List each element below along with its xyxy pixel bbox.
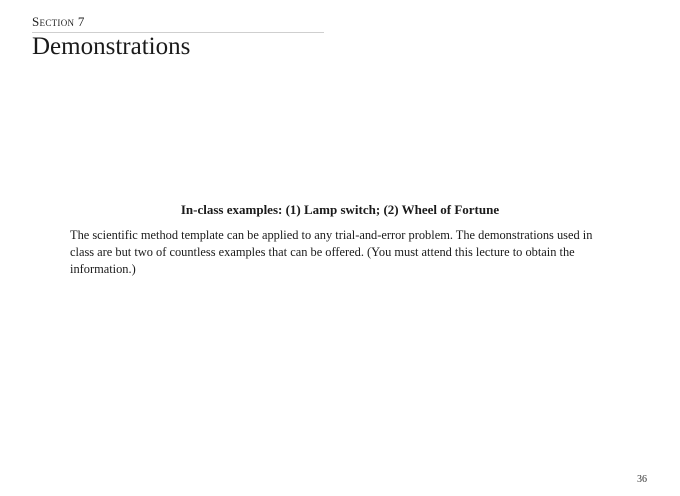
section-label: Section 7 xyxy=(32,14,85,29)
page-number: 36 xyxy=(637,474,647,485)
page-title: Demonstrations xyxy=(32,33,191,60)
examples-subheading: In-class examples: (1) Lamp switch; (2) Wheel of Fortune xyxy=(180,202,500,217)
body-paragraph: The scientific method template can be applied to any trial-and-error problem. The demonstrations used in class are but two of countless examples that can be offered. (You must attend this lecture to obtain the information.) xyxy=(70,228,593,276)
